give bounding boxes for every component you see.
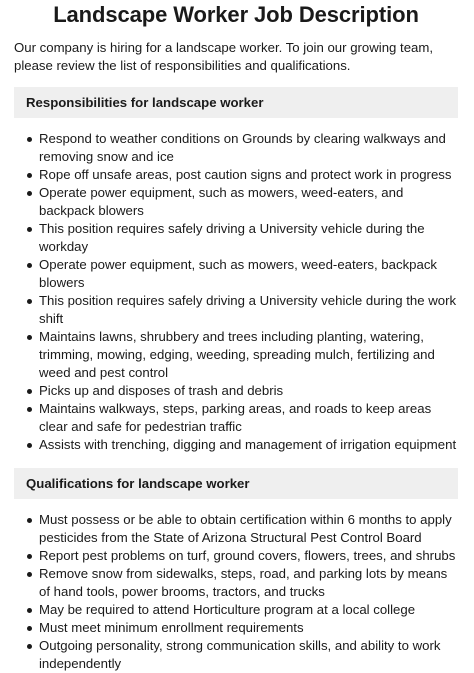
qualifications-heading: Qualifications for landscape worker: [14, 468, 458, 499]
responsibilities-list: [14, 130, 458, 454]
list-item: This position requires safely driving a University vehicle during the workday: [39, 220, 458, 256]
list-item: May be required to attend Horticulture program at a local college: [39, 601, 458, 619]
qualifications-list: [14, 511, 458, 673]
list-item: Operate power equipment, such as mowers, weed-eaters, and backpack blowers: [39, 184, 458, 220]
list-item: Outgoing personality, strong communication skills, and ability to work independently: [39, 637, 458, 673]
list-item: Picks up and disposes of trash and debris: [39, 382, 458, 400]
list-item: Remove snow from sidewalks, steps, road, and parking lots by means of hand tools, power brooms, tractors, and trucks: [39, 565, 458, 601]
intro-paragraph: Our company is hiring for a landscape worker. To join our growing team, please review the list of responsibilities and qualifications.: [14, 40, 434, 73]
list-item: Rope off unsafe areas, post caution signs and protect work in progress: [39, 166, 458, 184]
responsibilities-heading: Responsibilities for landscape worker: [14, 87, 458, 118]
list-item: Must possess or be able to obtain certification within 6 months to apply pesticides from the State of Arizona Structural Pest Control Board: [39, 511, 458, 547]
page-title: Landscape Worker Job Description: [53, 2, 419, 27]
list-item: This position requires safely driving a University vehicle during the work shift: [39, 293, 457, 326]
list-item: Report pest problems on turf, ground covers, flowers, trees, and shrubs: [39, 547, 458, 565]
list-item: Must meet minimum enrollment requirements: [39, 619, 458, 637]
list-item: Maintains walkways, steps, parking areas, and roads to keep areas clear and safe for pedestrian traffic: [39, 400, 458, 436]
list-item: Assists with trenching, digging and management of irrigation equipment: [39, 437, 457, 452]
list-item: Respond to weather conditions on Grounds by clearing walkways and removing snow and ice: [39, 130, 458, 166]
list-item: Operate power equipment, such as mowers, weed-eaters, backpack blowers: [39, 256, 458, 292]
list-item: Maintains lawns, shrubbery and trees including planting, watering, trimming, mowing, edging, weeding, spreading mulch, fertilizing and weed and pest control: [39, 328, 458, 382]
